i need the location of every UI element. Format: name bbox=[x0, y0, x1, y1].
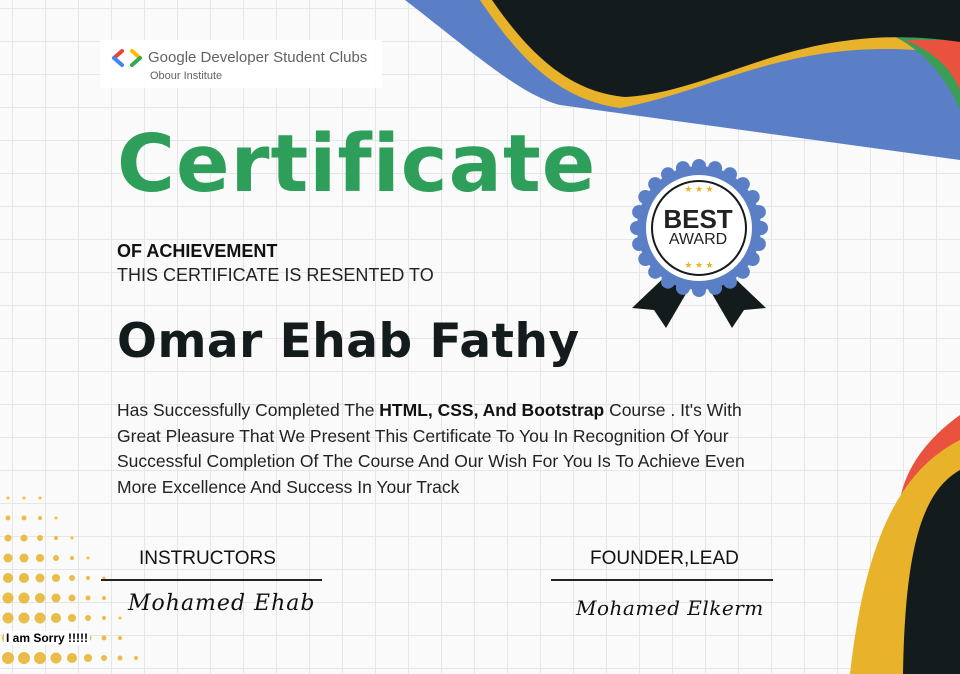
body-text-part1: Has Successfully Completed The bbox=[117, 400, 380, 420]
instructors-label: INSTRUCTORS bbox=[139, 548, 276, 569]
founder-signature: Mohamed Elkerm bbox=[576, 596, 764, 620]
recipient-name: Omar Ehab Fathy bbox=[117, 314, 580, 369]
brand-title: Google Developer Student Clubs bbox=[148, 49, 368, 66]
badge-line1: BEST bbox=[663, 204, 733, 234]
certificate-subtitle: OF ACHIEVEMENT bbox=[117, 241, 278, 261]
brand-header bbox=[100, 40, 382, 88]
svg-text:★ ★ ★: ★ ★ ★ bbox=[684, 184, 714, 194]
signature-line-right bbox=[551, 579, 773, 581]
signature-line-left bbox=[101, 579, 322, 581]
brand-subtitle: Obour Institute bbox=[150, 70, 223, 82]
presented-line: THIS CERTIFICATE IS RESENTED TO bbox=[117, 265, 434, 285]
gdsc-logo-icon bbox=[110, 48, 144, 68]
instructor-signature: Mohamed Ehab bbox=[128, 591, 316, 616]
certificate-title: Certificate bbox=[117, 118, 597, 210]
svg-text:★ ★ ★: ★ ★ ★ bbox=[684, 260, 714, 270]
overlay-caption: I am Sorry !!!!! bbox=[6, 631, 89, 645]
certificate-body bbox=[117, 398, 777, 500]
body-text-part2: Course . It's With Great Pleasure That We Present This Certificate To You In Recognition Of Your Successful Completion Of The Course And Our Wish For You Is To Achieve Even More Excellence And Success In Your Track bbox=[117, 400, 745, 497]
course-name: HTML, CSS, And Bootstrap bbox=[379, 400, 605, 420]
badge-line2: AWARD bbox=[668, 231, 728, 248]
founder-label: FOUNDER,LEAD bbox=[590, 548, 739, 569]
